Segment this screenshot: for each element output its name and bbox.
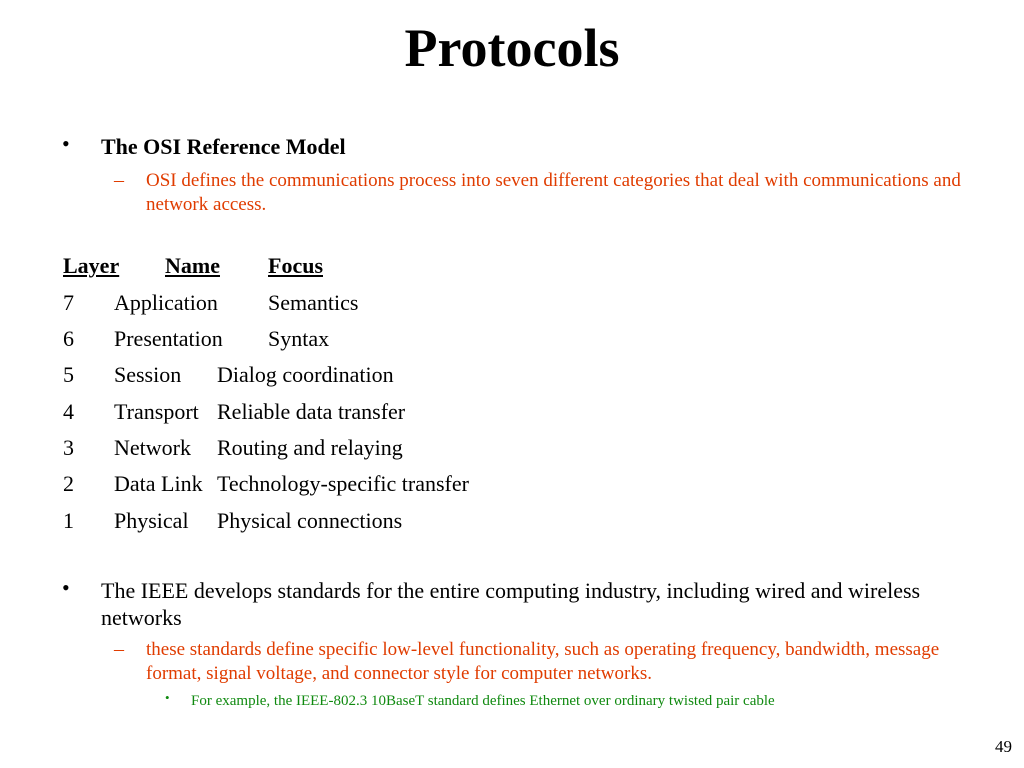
osi-description: OSI defines the communications process into seven different categories that deal with communications and network access. [146,170,961,215]
bullet-marker: • [165,690,170,705]
header-name: Name [165,253,220,278]
layer-name: Application [114,290,218,315]
ieee-sub-text: these standards define specific low-level functionality, such as operating frequency, bandwidth, message format, signal voltage, and connector style for computer networks. [146,639,940,684]
ieee-text: The IEEE develops standards for the entire computing industry, including wired and wireless networks [101,578,921,630]
layer-name: Physical [114,508,189,533]
layer-name: Data Link [114,471,203,496]
layer-number: 3 [63,435,74,460]
layer-focus: Physical connections [217,508,403,533]
header-layer: Layer [63,253,120,278]
layer-focus: Syntax [268,326,330,351]
page-title: Protocols [404,18,620,78]
layer-focus: Semantics [268,290,359,315]
osi-heading: The OSI Reference Model [101,134,346,159]
layer-number: 7 [63,290,74,315]
layer-number: 5 [63,362,74,387]
layer-name: Session [114,362,182,387]
dash-marker: – [114,638,124,660]
layer-number: 1 [63,508,74,533]
ieee-example: For example, the IEEE-802.3 10BaseT standard defines Ethernet over ordinary twisted pair cable [191,693,775,709]
layer-name: Transport [114,399,199,424]
layer-name: Presentation [114,326,223,351]
layer-name: Network [114,435,191,460]
dash-marker: – [114,169,124,191]
layer-focus: Technology-specific transfer [217,471,469,496]
layer-number: 6 [63,326,74,351]
layer-focus: Routing and relaying [217,435,403,460]
bullet-marker: • [62,575,70,600]
bullet-marker: • [62,131,70,156]
layer-number: 4 [63,399,74,424]
layer-focus: Dialog coordination [217,362,394,387]
page-number: 49 [995,737,1012,756]
layer-focus: Reliable data transfer [217,399,406,424]
header-focus: Focus [268,253,323,278]
layer-number: 2 [63,471,74,496]
